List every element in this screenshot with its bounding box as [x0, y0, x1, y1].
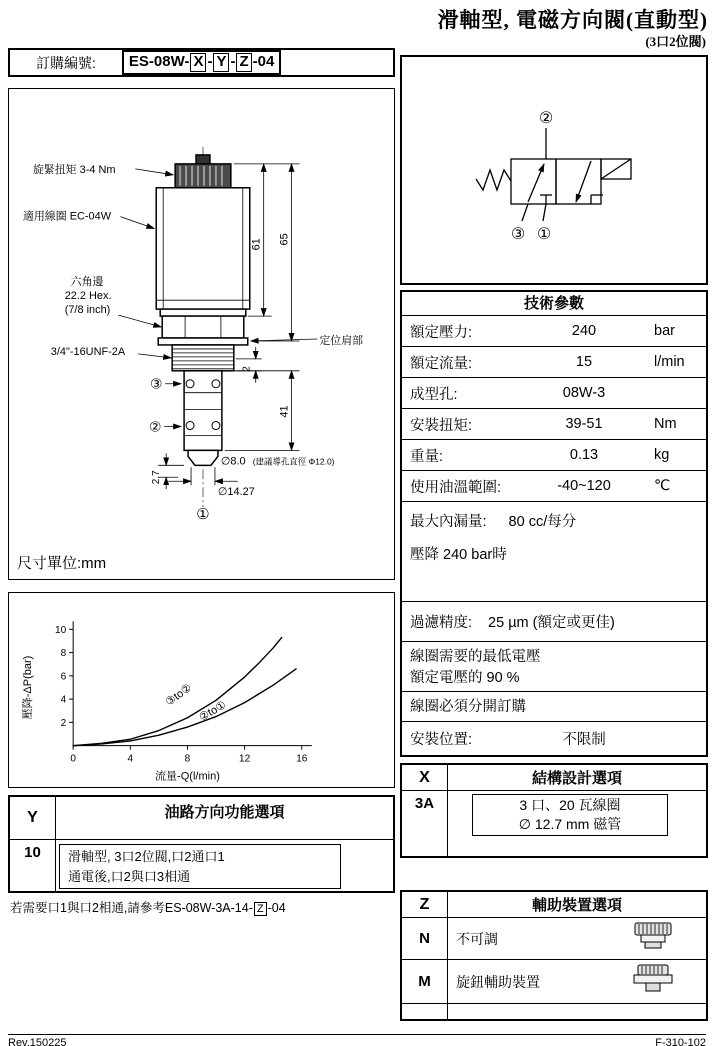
dim-2-label: 2 [241, 366, 253, 372]
technical-parameters-table [400, 290, 708, 757]
x-option-item-line1: 3 口、20 瓦線圈 [519, 797, 621, 813]
port-3-label: ③ [150, 375, 163, 392]
z-option-m-row [448, 960, 706, 1004]
order-code-suffix: -04 [252, 53, 275, 71]
x-option-item-code: 3A [402, 791, 448, 856]
tech-value: -40~120 [557, 478, 611, 494]
dimension-unit-note: 尺寸單位:mm [17, 552, 106, 573]
svg-text:③to②: ③to② [163, 681, 195, 709]
tech-value: 15 [575, 354, 593, 370]
tech-row-mounting [402, 722, 706, 755]
knob-icon-m [626, 963, 680, 1000]
filtration-value: 25 µm (額定或更佳) [488, 615, 615, 631]
tech-row-min-voltage [402, 642, 706, 692]
mounting-value: 不限制 [562, 732, 606, 748]
document-number: F-310-102 [655, 1037, 706, 1046]
valve-outline [156, 147, 250, 507]
tech-unit: kg [654, 447, 670, 463]
tech-value: 08W-3 [562, 385, 606, 401]
x-option-header: 結構設計選項 [448, 765, 706, 791]
dim-d8-label: ∅8.0 [220, 455, 246, 468]
note-suffix: -04 [267, 901, 286, 915]
order-number-label: 訂購編號: [36, 54, 96, 71]
min-voltage-line2: 額定電壓的 90 % [410, 670, 520, 687]
pressure-flow-chart-panel [8, 592, 395, 788]
dim-2-7-label: 2.7 [151, 470, 163, 485]
tech-unit: Nm [654, 416, 677, 432]
page-subtitle: (3口2位閥) [645, 34, 706, 49]
z-option-m-code: M [402, 960, 448, 1004]
dim-61-label: 61 [250, 238, 263, 251]
tech-row-flow [402, 347, 706, 378]
torque-label: 旋緊扭矩 3-4 Nm [32, 163, 116, 176]
symbol-port-labels [511, 110, 553, 243]
order-code-x: X [190, 53, 206, 72]
thread-label: 3/4"-16UNF-2A [50, 345, 126, 358]
y-option-item-line1: 滑軸型, 3口2位閥,口2通口1 [68, 849, 225, 864]
y-option-code: Y [10, 797, 56, 840]
z-option-n-row [448, 918, 706, 960]
port-1-label: ① [196, 506, 210, 524]
x-option-item-description [472, 794, 668, 836]
order-number-box [8, 48, 395, 77]
svg-text:流量-Q(l/min): 流量-Q(l/min) [155, 770, 220, 783]
dim-65-label: 65 [278, 233, 291, 246]
mounting-label: 安裝位置: [410, 732, 473, 748]
tech-label: 額定壓力: [410, 324, 473, 341]
dim-41-label: 41 [278, 405, 291, 418]
x-option-code: X [402, 765, 448, 791]
pressure-drop-chart [9, 593, 394, 787]
leakage-label: 最大內漏量: [410, 514, 487, 530]
svg-text:壓降-ΔP(bar): 壓降-ΔP(bar) [22, 655, 35, 720]
x-option-item-cell [448, 791, 706, 856]
page-title: 滑軸型, 電磁方向閥(直動型) [437, 8, 708, 32]
y-option-table [8, 795, 395, 893]
min-voltage-line1: 線圈需要的最低電壓 [410, 649, 541, 665]
symbol-port-1-label: ① [536, 226, 552, 243]
x-option-table [400, 763, 708, 858]
cross-reference-note [10, 898, 396, 916]
dim-d8-note: (建議導孔直徑 Φ12.0) [252, 456, 335, 467]
tech-row-filtration [402, 602, 706, 642]
z-option-empty-cell [448, 1004, 706, 1019]
order-code-y: Y [213, 53, 229, 72]
hydraulic-symbol [402, 57, 706, 283]
tech-value: 0.13 [569, 447, 599, 463]
y-option-item-description [59, 844, 341, 889]
valve-dimension-drawing [9, 89, 394, 579]
order-code-sep2: - [230, 53, 236, 71]
x-option-item-line2: ∅ 12.7 mm 磁管 [518, 815, 622, 832]
symbol-port-2-label: ② [538, 110, 554, 127]
page-footer [8, 1034, 706, 1046]
dimension-drawing-panel [8, 88, 395, 580]
tech-label: 額定流量: [410, 355, 473, 372]
svg-text:16: 16 [296, 753, 308, 765]
y-option-header: 油路方向功能選項 [56, 797, 393, 840]
tech-row-torque [402, 409, 706, 440]
tech-label: 重量: [410, 448, 444, 465]
svg-text:6: 6 [60, 671, 67, 683]
svg-text:8: 8 [60, 648, 67, 660]
filtration-label: 過濾精度: [410, 615, 473, 631]
symbol-port-3-label: ③ [510, 226, 526, 243]
revision-label: Rev.150225 [8, 1037, 67, 1046]
tech-row-coil-separate: 線圈必須分開訂購 [402, 692, 706, 722]
shoulder-label: 定位肩部 [319, 334, 364, 347]
dim-d14-label: ∅14.27 [217, 486, 255, 499]
coil-label: 適用線圈 EC-04W [22, 210, 112, 223]
svg-text:2: 2 [60, 717, 67, 729]
hydraulic-symbol-panel [400, 55, 708, 285]
y-option-item-code: 10 [10, 840, 56, 891]
tech-label: 成型孔: [410, 386, 458, 403]
leakage-condition: 壓降 240 bar時 [410, 547, 507, 563]
order-code-sep1: - [207, 53, 213, 71]
technical-parameters-title: 技術參數 [402, 292, 706, 316]
tech-row-cavity [402, 378, 706, 409]
z-option-n-label: 不可調 [456, 930, 498, 947]
valve-symbol-graphic [476, 128, 631, 221]
svg-text:8: 8 [184, 753, 191, 765]
svg-text:10: 10 [55, 624, 67, 636]
z-option-empty-code [402, 1004, 448, 1019]
order-code [122, 50, 281, 75]
note-boxed-z: Z [254, 902, 267, 916]
z-option-header: 輔助裝置選項 [448, 892, 706, 918]
tech-row-leakage [402, 502, 706, 602]
y-option-item-line2: 通電後,口2與口3相通 [68, 868, 191, 884]
tech-row-pressure [402, 316, 706, 347]
tech-unit: ℃ [654, 478, 671, 494]
svg-text:4: 4 [60, 694, 67, 706]
z-option-code: Z [402, 892, 448, 918]
tech-unit: l/min [654, 354, 685, 370]
order-code-z: Z [236, 53, 251, 72]
tech-unit: bar [654, 323, 675, 339]
knob-icon-n [626, 921, 680, 956]
order-code-prefix: ES-08W- [128, 53, 190, 71]
port-2-label: ② [149, 418, 162, 435]
tech-value: 39-51 [565, 416, 603, 432]
hex-label-1: 六角邊 [70, 276, 104, 289]
hex-label-3: (7/8 inch) [64, 304, 111, 317]
svg-text:②to①: ②to① [197, 698, 229, 724]
note-prefix: 若需要口1與口2相通,請參考ES-08W-3A-14- [10, 901, 253, 915]
tech-value: 240 [571, 323, 597, 339]
leakage-value: 80 cc/每分 [508, 514, 577, 530]
svg-text:0: 0 [70, 753, 76, 765]
svg-text:12: 12 [239, 753, 251, 765]
z-option-m-label: 旋鈕輔助裝置 [456, 973, 540, 990]
tech-row-weight [402, 440, 706, 471]
hex-label-2: 22.2 Hex. [64, 290, 112, 303]
z-option-table [400, 890, 708, 1021]
svg-text:4: 4 [127, 753, 134, 765]
tech-row-temperature [402, 471, 706, 502]
tech-label: 安裝扭矩: [410, 417, 473, 434]
tech-label: 使用油溫範圍: [410, 479, 502, 496]
y-option-item-cell [56, 840, 393, 891]
z-option-n-code: N [402, 918, 448, 960]
